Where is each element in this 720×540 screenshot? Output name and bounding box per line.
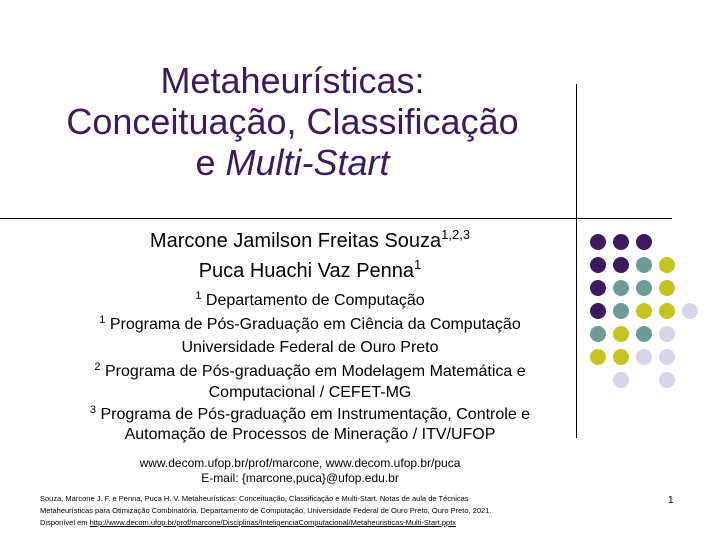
decorative-dot	[613, 349, 629, 365]
decorative-dot	[636, 234, 652, 250]
decorative-dot	[659, 257, 675, 273]
decorative-dot	[590, 257, 606, 273]
affiliation-line: Computacional / CEFET-MG	[208, 384, 412, 401]
author-1: Marcone Jamilson Freitas Souza$^{1,2,3}$	[149, 227, 471, 252]
decorative-dot	[590, 234, 606, 250]
decorative-dot	[613, 257, 629, 273]
slide-title	[0, 60, 585, 183]
decorative-dot	[613, 303, 629, 319]
decorative-dot	[659, 372, 675, 388]
decorative-dot	[636, 349, 652, 365]
decorative-dot	[636, 257, 652, 273]
affiliation-line: $^1$ Programa de Pós-Graduação em Ciência da Computação	[99, 314, 521, 333]
decorative-dot	[659, 326, 675, 342]
affiliation-line: Universidade Federal de Ouro Preto	[181, 339, 439, 356]
title-line-3: e Multi-Start	[195, 142, 390, 183]
affiliation-line: $^1$ Departamento de Computação	[195, 290, 425, 309]
decorative-dot	[590, 280, 606, 296]
email-address: E-mail: {marcone,puca}@ufop.edu.br	[201, 471, 399, 485]
decorative-dot	[659, 280, 675, 296]
web-urls: www.decom.ufop.br/prof/marcone, www.decom.ufop.br/puca	[139, 456, 461, 470]
decorative-dot	[636, 326, 652, 342]
affiliation-line: $^2$ Programa de Pós-graduação em Modelagem Matemática e	[94, 361, 526, 380]
affiliation-line: $^3$ Programa de Pós-graduação em Instrumentação, Controle e	[89, 404, 531, 423]
decorative-dot	[613, 234, 629, 250]
decorative-dot	[659, 349, 675, 365]
citation-line-1: Souza, Marcone J. F. e Penna, Puca H. V. Metaheurísticas: Conceituação, Classificação e Multi-Start. Notas de aula de Técnicas	[40, 494, 469, 503]
title-line-1: Metaheurísticas:	[160, 60, 425, 101]
decorative-dot	[613, 372, 629, 388]
horizontal-divider	[0, 218, 672, 219]
author-2: Puca Huachi Vaz Penna$^1$	[198, 257, 422, 282]
citation-line-2: Metaheurísticas para Otimização Combinatória. Departamento de Computação, Universidade Federal de Ouro Preto, Ouro Preto, 2021.	[40, 506, 492, 515]
decorative-dot	[659, 303, 675, 319]
decorative-dot	[682, 303, 698, 319]
page-number: 1	[668, 495, 674, 506]
decorative-dot	[636, 280, 652, 296]
decorative-dot	[590, 349, 606, 365]
citation-note	[40, 493, 600, 529]
decorative-dot	[590, 326, 606, 342]
citation-link[interactable]: http://www.decom.ufop.br/prof/marcone/Disciplinas/InteligenciaComputacional/Metaheuristicas-Multi-Start.pptx	[89, 518, 457, 527]
affiliation-line: Automação de Processos de Mineração / ITV/UFOP	[124, 426, 496, 443]
decorative-dot	[613, 280, 629, 296]
citation-line-3: Disponível em http://www.decom.ufop.br/prof/marcone/Disciplinas/InteligenciaComputacional/Metaheuristicas-Multi-Start.pptx	[40, 518, 457, 527]
decorative-dot	[590, 303, 606, 319]
decorative-dot	[636, 303, 652, 319]
title-line-2: Conceituação, Classificação	[66, 101, 519, 142]
decorative-dot	[613, 326, 629, 342]
